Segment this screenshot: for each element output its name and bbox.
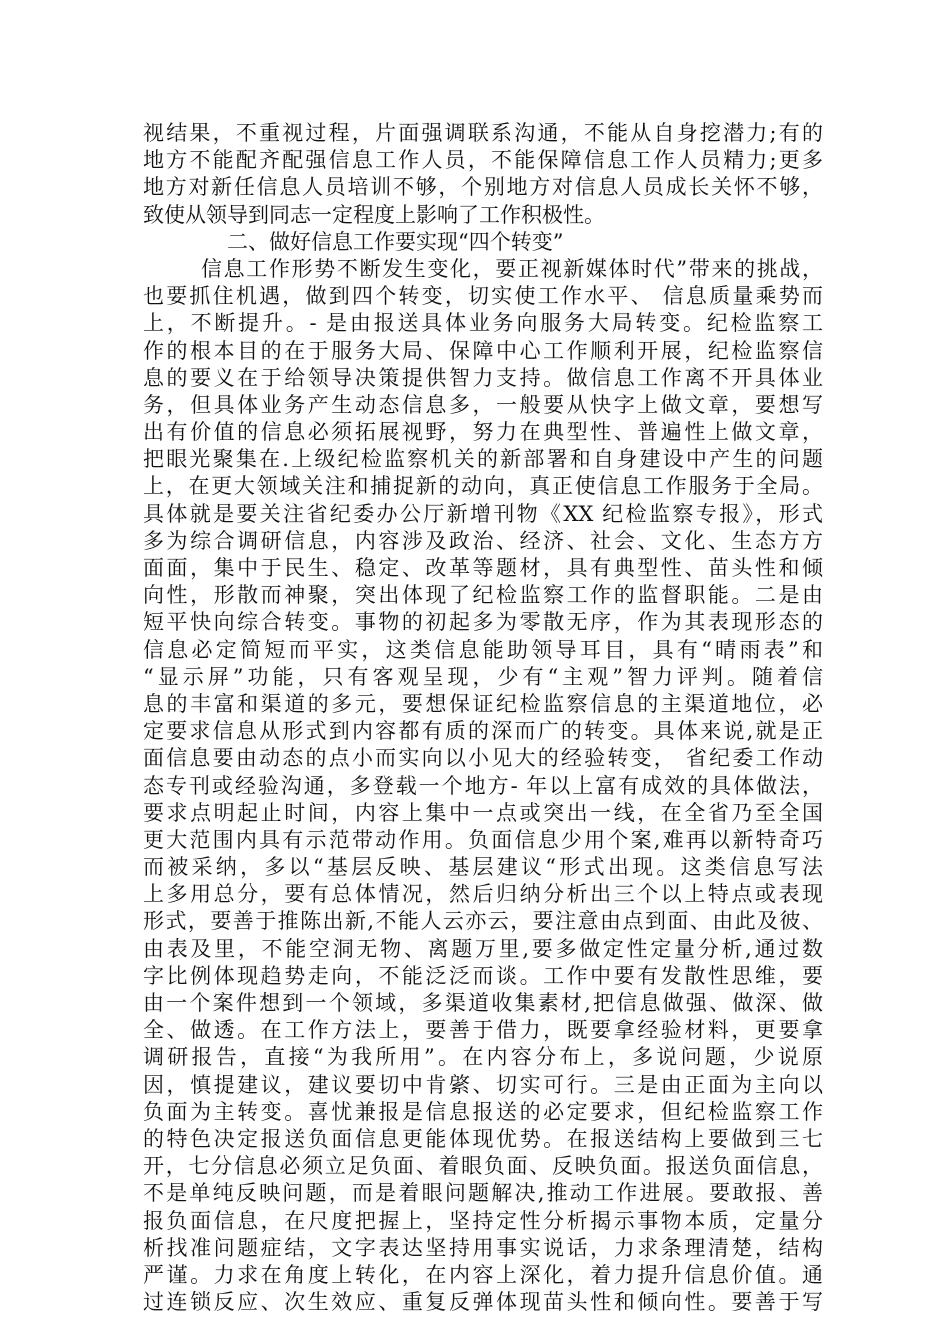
text-line: 严谨。力求在角度上转化，在内容上深化，着力提升信息价值。通 [143,1262,823,1287]
text-line: 更大范围内具有示范带动作用。负面信息少用个案,难再以新特奇巧 [143,827,823,852]
text-line: 而被采纳，多以“基层反映、基层建议“形式出现。这类信息写法 [143,855,823,880]
text-line: 也要抓住机遇，做到四个转变，切实使工作水平、 信息质量乘势而 [143,284,823,309]
text-line: 信息必定简短而平实，这类信息能助领导耳目，具有“晴雨表”和 [143,637,823,662]
text-line: 要求点明起止时间，内容上集中一点或突出一线，在全省乃至全国 [143,800,823,825]
text-line: 不是单纯反映问题，而是着眼问题解决,推动工作进展。要敢报、善 [143,1181,823,1206]
text-line: 向性，形散而神聚，突出体现了纪检监察工作的监督职能。二是由 [143,583,823,608]
text-line: 的特色决定报送负面信息更能体现优势。在报送结构上要做到三七 [143,1126,823,1151]
text-line: 定要求信息从形式到内容都有质的深而广的转变。具体来说,就是正 [143,719,823,744]
text-line: 开，七分信息必须立足负面、着眼负面、反映负面。报送负面信息， [143,1154,823,1179]
text-line: 调研报告，直接“为我所用”。在内容分布上，多说问题，少说原 [143,1045,823,1070]
text-line: 过连锁反应、次生效应、重复反弹体现苗头性和倾向性。要善于写 [143,1290,823,1315]
text-line: 上，不断提升。- 是由报送具体业务向服务大局转变。纪检监察工 [143,311,823,336]
text-line: 形式，要善于推陈出新,不能人云亦云，要注意由点到面、由此及彼、 [143,909,823,934]
text-line: 短平快向综合转变。事物的初起多为零散无序，作为其表现形态的 [143,610,823,635]
text-line: 多为综合调研信息，内容涉及政治、经济、社会、文化、生态方方 [143,528,823,553]
text-line: 因，慎提建议，建议要切中肯綮、切实可行。三是由正面为主向以 [143,1072,823,1097]
text-line: 信息工作形势不断发生变化，要正视新媒体时代”带来的挑战， [201,256,823,281]
text-line: 态专刊或经验沟通，多登载一个地方- 年以上富有成效的具体做法， [143,773,823,798]
text-line: “显示屏”功能，只有客观呈现，少有“主观”智力评判。随着信 [143,664,823,689]
text-line: 具体就是要关注省纪委办公厅新增刊物《XX 纪检监察专报》，形式 [143,501,823,526]
text-line: 务，但具体业务产生动态信息多，一般要从快字上做文章，要想写 [143,392,823,417]
text-line: 把眼光聚集在.上级纪检监察机关的新部署和自身建设中产生的问题 [143,447,823,472]
text-line: 负面为主转变。喜忧兼报是信息报送的必定要求，但纪检监察工作 [143,1099,823,1124]
text-line: 报负面信息，在尺度把握上，坚持定性分析揭示事物本质，定量分 [143,1208,823,1233]
text-line: 由一个案件想到一个领域，多渠道收集素材,把信息做强、做深、做 [143,991,823,1015]
text-line: 出有价值的信息必须拓展视野，努力在典型性、普遍性上做文章， [143,420,823,445]
text-line: 致使从领导到同志一定程度上影响了工作积极性。 [143,202,605,227]
section-heading: 二、做好信息工作要实现“四个转变” [227,229,564,254]
text-line: 全、做透。在工作方法上，要善于借力，既要拿经验材料，更要拿 [143,1018,823,1043]
text-line: 地方不能配齐配强信息工作人员，不能保障信息工作人员精力;更多 [143,148,823,173]
text-line: 字比例体现趋势走向，不能泛泛而谈。工作中要有发散性思维，要 [143,963,823,988]
text-line: 地方对新任信息人员培训不够，个别地方对信息人员成长关怀不够， [143,175,823,200]
document-body [143,120,823,1316]
text-line: 面信息要由动态的点小而实向以小见大的经验转变， 省纪委工作动 [143,746,823,771]
text-line: 由表及里，不能空洞无物、离题万里,要多做定性定量分析,通过数 [143,936,823,961]
text-line: 面面，集中于民生、稳定、改革等题材，具有典型性、苗头性和倾 [143,556,823,580]
text-line: 息的要义在于给领导决策提供智力支持。做信息工作离不开具体业 [143,365,823,390]
text-line: 上多用总分，要有总体情况，然后归纳分析出三个以上特点或表现 [143,882,823,907]
text-line: 作的根本目的在于服务大局、保障中心工作顺利开展，纪检监察信 [143,338,823,363]
text-line: 视结果，不重视过程，片面强调联系沟通，不能从自身挖潜力;有的 [143,121,823,145]
text-line: 息的丰富和渠道的多元，要想保证纪检监察信息的主渠道地位，必 [143,691,823,716]
text-line: 上，在更大领域关注和捕捉新的动向，真正使信息工作服务于全局。 [143,474,823,499]
text-line: 析找准问题症结，文字表达坚持用事实说话，力求条理清楚，结构 [143,1235,823,1260]
